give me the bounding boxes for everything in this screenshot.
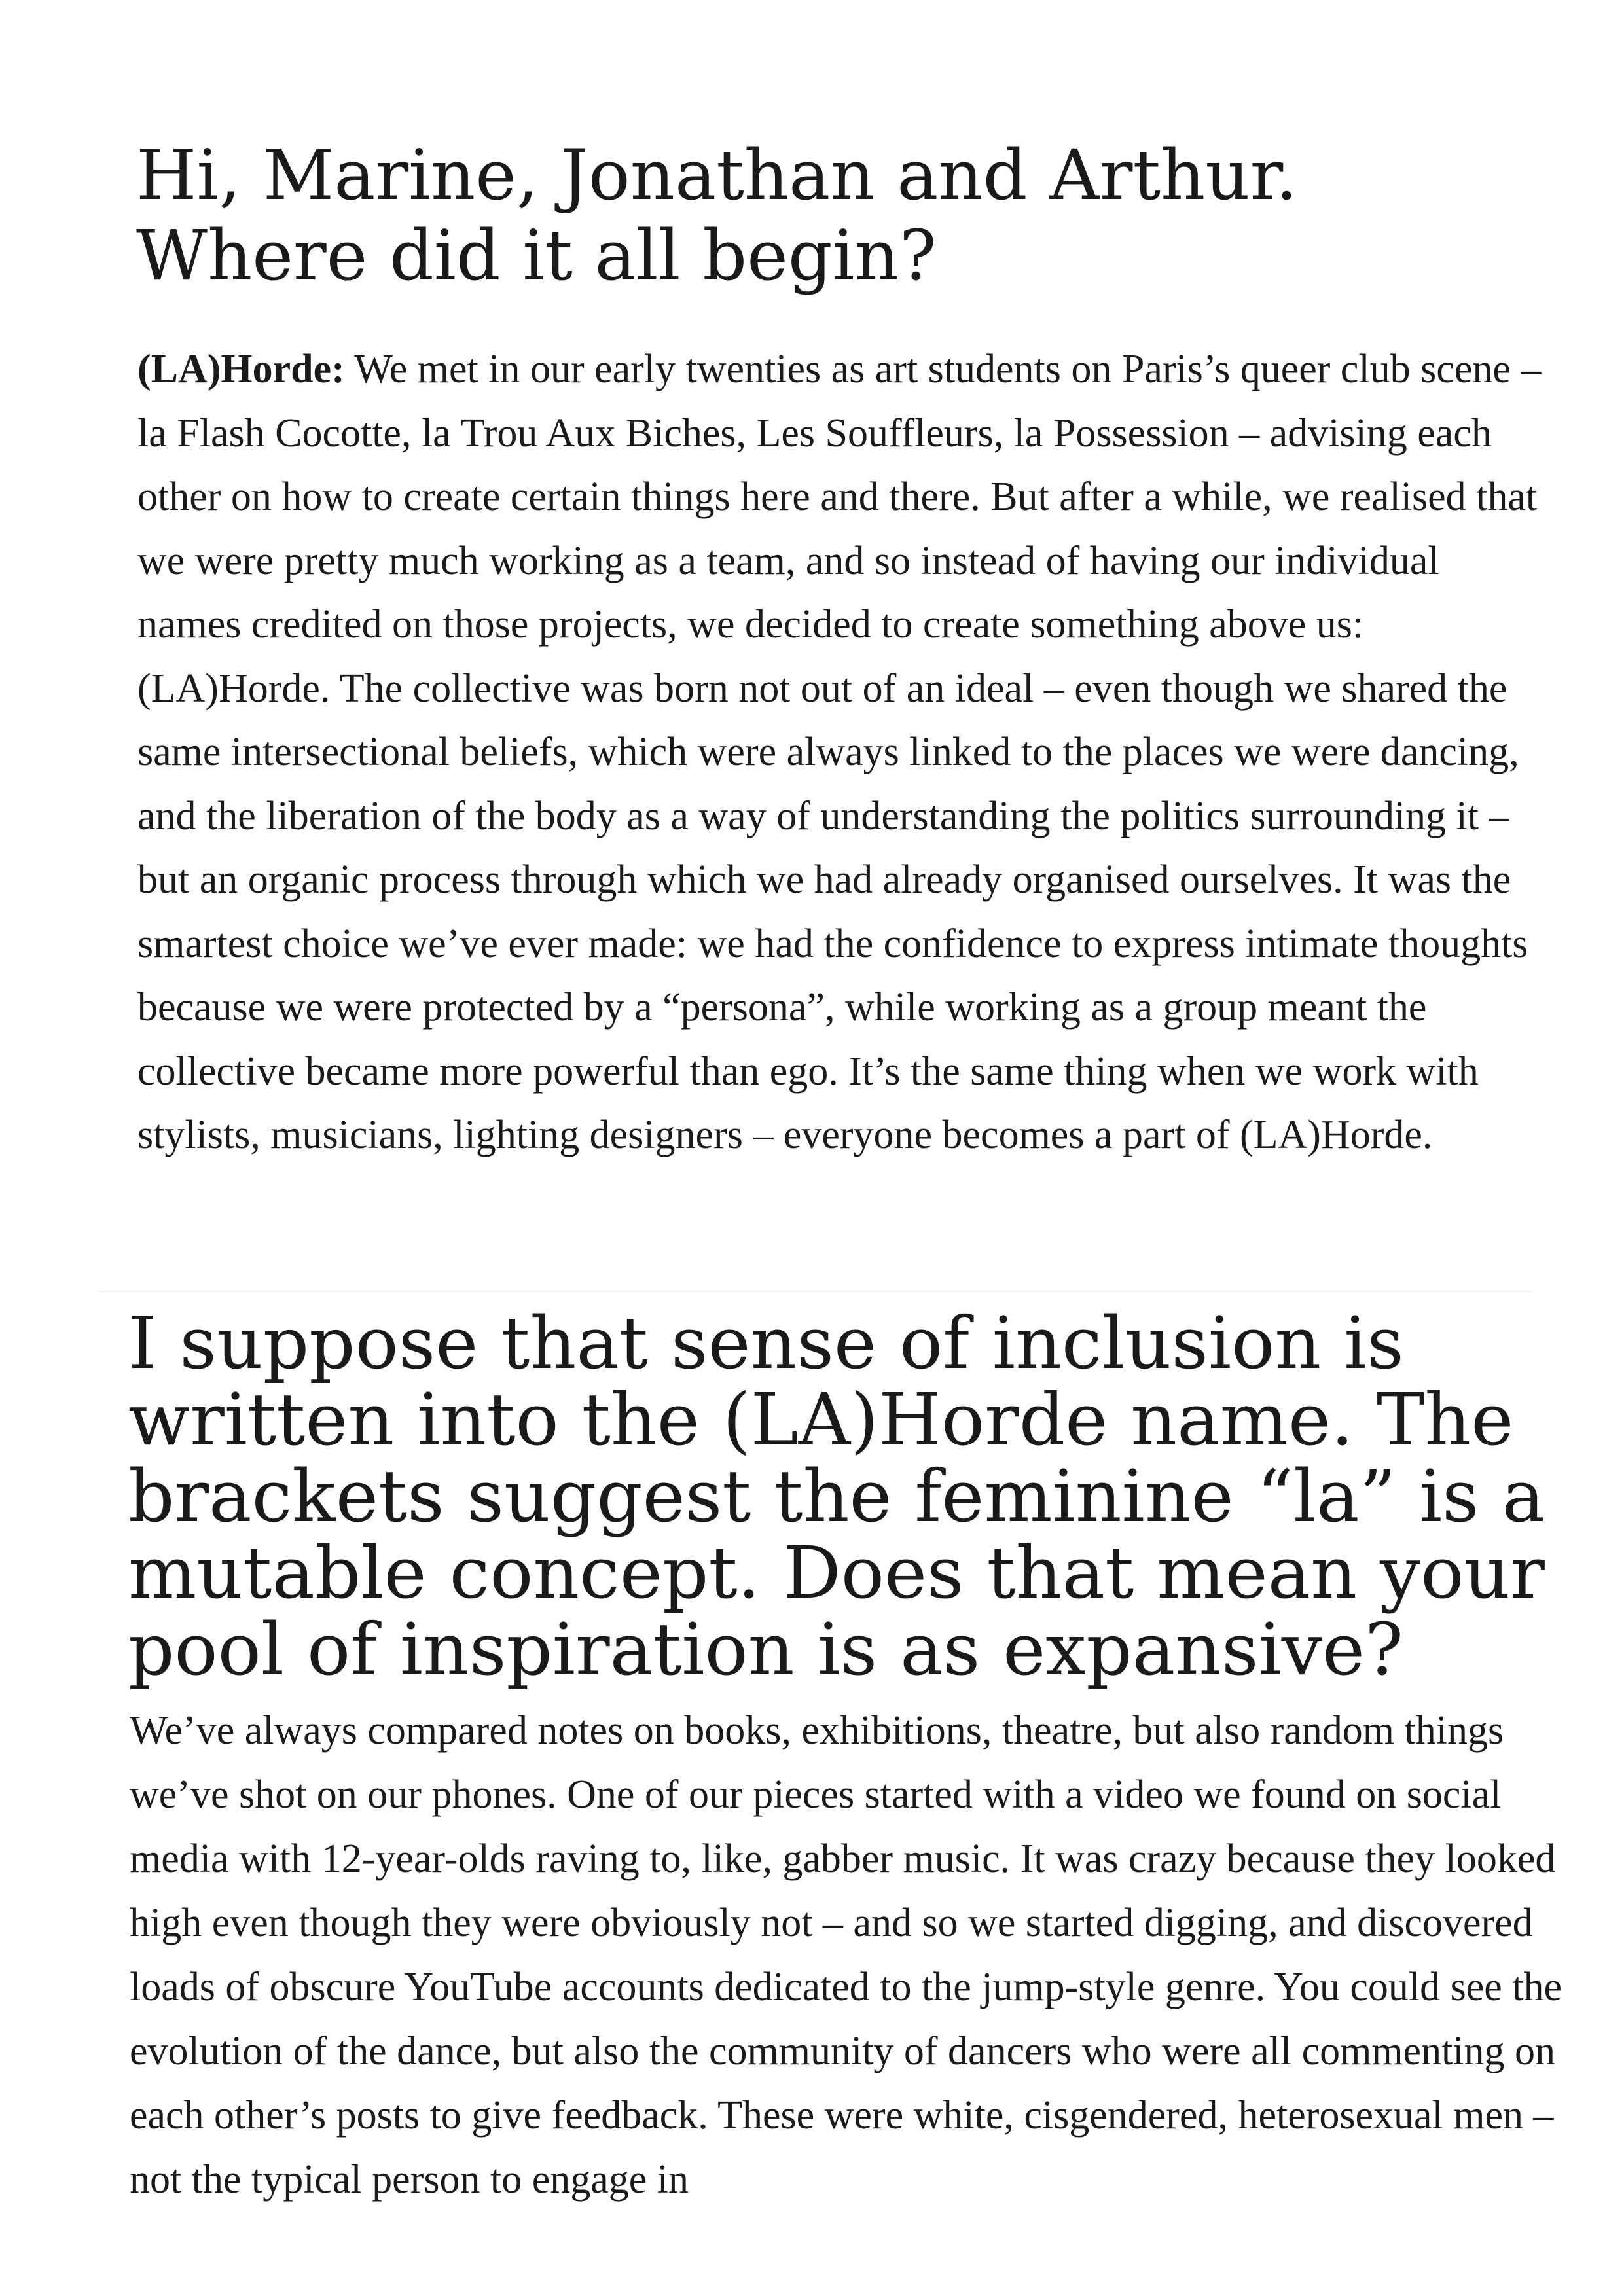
speaker-label: (LA)Horde: bbox=[137, 347, 345, 391]
interview-answer-1 bbox=[137, 338, 1551, 1168]
interview-question-1: Hi, Marine, Jonathan and Arthur. Where did it all begin? bbox=[136, 135, 1298, 296]
interview-answer-2: We’ve always compared notes on books, exhibitions, theatre, but also random things we’ve shot on our phones. One of our pieces started with a video we found on social media with 12-year-olds raving to, like, gabber music. It was crazy because they looked high even though they were obviously not – and so we started digging, and discovered loads of obscure YouTube accounts dedicated to the jump-style genre. You could see the evolution of the dance, but also the community of dancers who were all commenting on each other’s posts to give feedback. These were white, cisgendered, heterosexual men – not the typical person to engage in bbox=[130, 1708, 1562, 2202]
interview-question-2: I suppose that sense of inclusion is written into the (LA)Horde name. The brackets suggest the feminine “la” is a mutable concept. Does that mean your pool of inspiration is as expansive? bbox=[128, 1301, 1545, 1691]
answer-1-text: We met in our early twenties as art students on Paris’s queer club scene – la Flash Cocotte, la Trou Aux Biches, Les Souffleurs, la Possession – advising each other on how to create certain things here and there. But after a while, we realised that we were pretty much working as a team, and so instead of having our individual names credited on those projects, we decided to create something above us: (LA)Horde. The collective was born not out of an ideal – even though we shared the same intersectional beliefs, which were always linked to the places we were dancing, and the liberation of the body as a way of understanding the politics surrounding it – but an organic process through which we had already organised ourselves. It was the smartest choice we’ve ever made: we had the confidence to express intimate thoughts because we were protected by a “persona”, while working as a group meant the collective became more powerful than ego. It’s the same thing when we work with stylists, musicians, lighting designers – everyone becomes a part of (LA)Horde. bbox=[137, 347, 1542, 1157]
section-divider bbox=[98, 1291, 1532, 1292]
